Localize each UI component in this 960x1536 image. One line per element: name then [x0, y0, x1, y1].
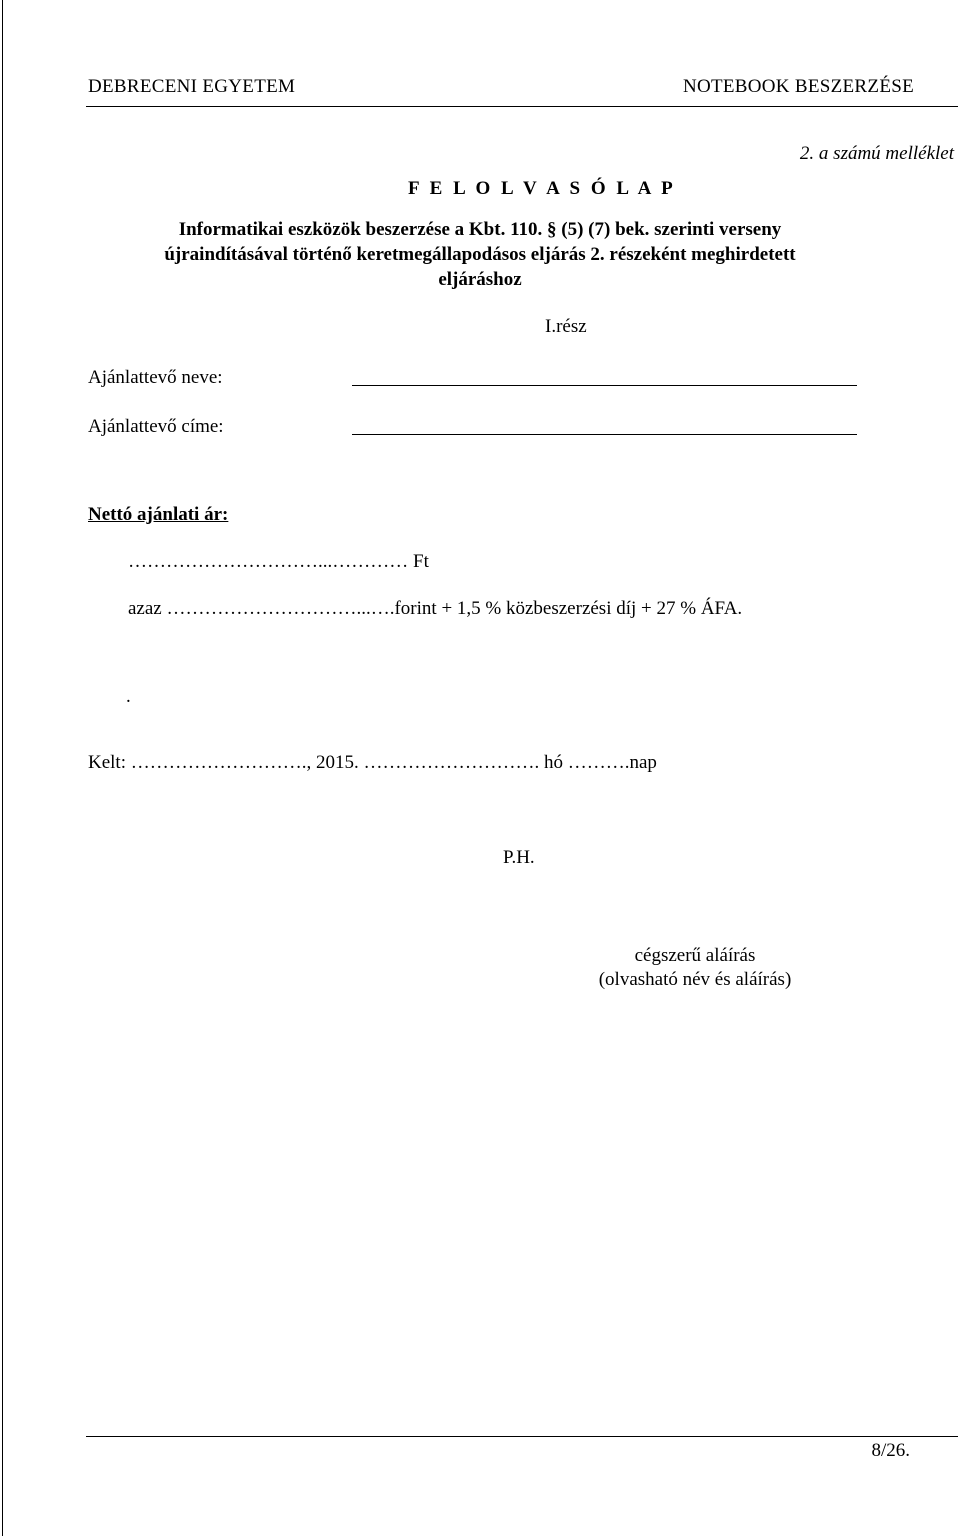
signature-line-1: cégszerű aláírás — [634, 945, 756, 966]
part-label: I.rész — [545, 316, 587, 337]
signature-line-2: (olvasható név és aláírás) — [598, 969, 792, 990]
bidder-name-label: Ajánlattevő neve: — [88, 367, 223, 388]
subtitle-line-2: újraindításával történő keretmegállapodásos eljárás 2. részeként meghirdetett — [164, 244, 796, 265]
bidder-name-field[interactable] — [352, 385, 857, 386]
date-line: Kelt: ………………………., 2015. ………………………. hó ……….nap — [88, 752, 657, 773]
azaz-line: azaz …………………………...….forint + 1,5 % közbeszerzési díj + 27 % ÁFA. — [128, 598, 743, 619]
subtitle-block — [0, 217, 960, 292]
net-price-label: Nettó ajánlati ár: — [88, 504, 229, 525]
signature-block — [545, 944, 845, 992]
page-number: 8/26. — [871, 1440, 910, 1461]
annex-label: 2. a számú melléklet — [799, 143, 954, 164]
bidder-address-label: Ajánlattevő címe: — [88, 416, 224, 437]
subtitle-line-1: Informatikai eszközök beszerzése a Kbt. 110. § (5) (7) bek. szerinti verseny — [178, 219, 782, 240]
header-rule — [86, 106, 958, 107]
header-left: DEBRECENI EGYETEM — [88, 76, 296, 97]
document-title: F E L O L V A S Ó L A P — [408, 178, 676, 199]
header-right: NOTEBOOK BESZERZÉSE — [682, 76, 914, 97]
footer-rule — [86, 1436, 958, 1437]
stray-dot: . — [126, 686, 131, 707]
subtitle-line-3: eljáráshoz — [438, 269, 522, 290]
stamp-placeholder: P.H. — [503, 847, 535, 868]
bidder-address-field[interactable] — [352, 434, 857, 435]
price-line: …………………………...………… Ft — [128, 551, 429, 572]
